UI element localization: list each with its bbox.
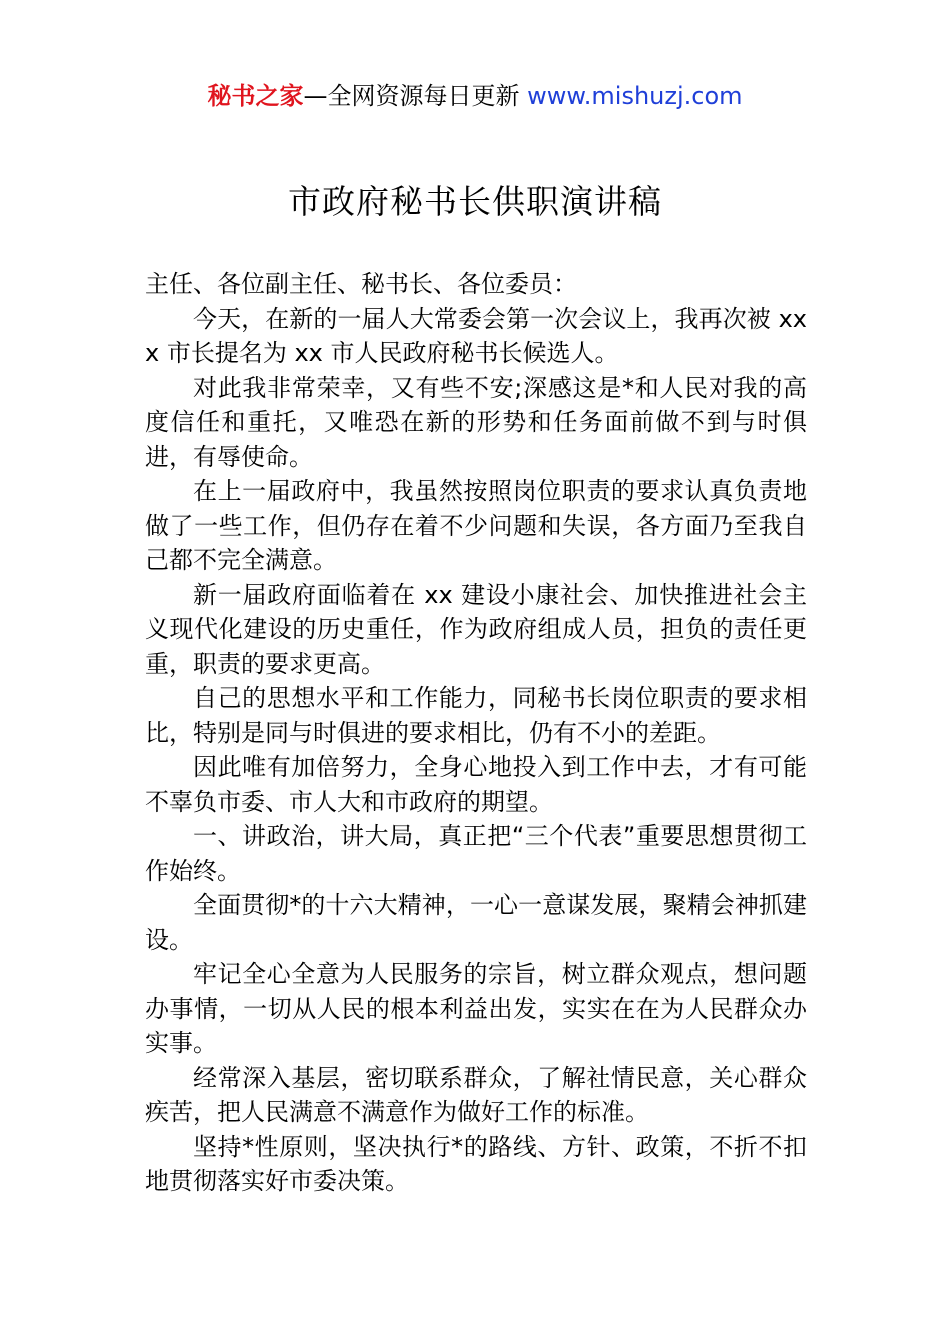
paragraph: 牢记全心全意为人民服务的宗旨，树立群众观点，想问题办事情，一切从人民的根本利益出发，实实在在为人民群众办实事。: [145, 960, 807, 1057]
paragraph: 自己的思想水平和工作能力，同秘书长岗位职责的要求相比，特别是同与时俱进的要求相比，仍有不小的差距。: [145, 684, 807, 747]
paragraph: 新一届政府面临着在 xx 建设小康社会、加快推进社会主义现代化建设的历史重任，作为政府组成人员，担负的责任更重，职责的要求更高。: [145, 580, 807, 678]
site-tagline: —全网资源每日更新: [303, 82, 528, 110]
salutation: 主任、各位副主任、秘书长、各位委员：: [145, 270, 577, 298]
paragraph: 今天，在新的一届人大常委会第一次会议上，我再次被 xxx 市长提名为 xx 市人民政府秘书长候选人。: [145, 304, 807, 367]
paragraph: 对此我非常荣幸，又有些不安;深感这是*和人民对我的高度信任和重托，又唯恐在新的形势和任务面前做不到与时俱进，有辱使命。: [145, 373, 807, 471]
site-banner: [0, 80, 950, 112]
paragraph: 全面贯彻*的十六大精神，一心一意谋发展，聚精会神抓建设。: [145, 891, 807, 954]
document-title: 市政府秘书长供职演讲稿: [288, 182, 662, 221]
section-heading-paragraph: 一、讲政治，讲大局，真正把“三个代表”重要思想贯彻工作始终。: [145, 822, 807, 885]
document-body: [145, 267, 807, 1199]
paragraph: 坚持*性原则，坚决执行*的路线、方针、政策，不折不扣地贯彻落实好市委决策。: [145, 1132, 807, 1195]
paragraph: 在上一届政府中，我虽然按照岗位职责的要求认真负责地做了一些工作，但仍存在着不少问题和失误，各方面乃至我自己都不完全满意。: [145, 477, 807, 574]
site-url-link[interactable]: www.mishuzj.com: [527, 82, 743, 110]
paragraph: 经常深入基层，密切联系群众，了解社情民意，关心群众疾苦，把人民满意不满意作为做好工作的标准。: [145, 1063, 807, 1126]
site-brand: 秘书之家: [207, 82, 304, 110]
paragraph: 因此唯有加倍努力，全身心地投入到工作中去，才有可能不辜负市委、市人大和市政府的期望。: [145, 753, 807, 816]
